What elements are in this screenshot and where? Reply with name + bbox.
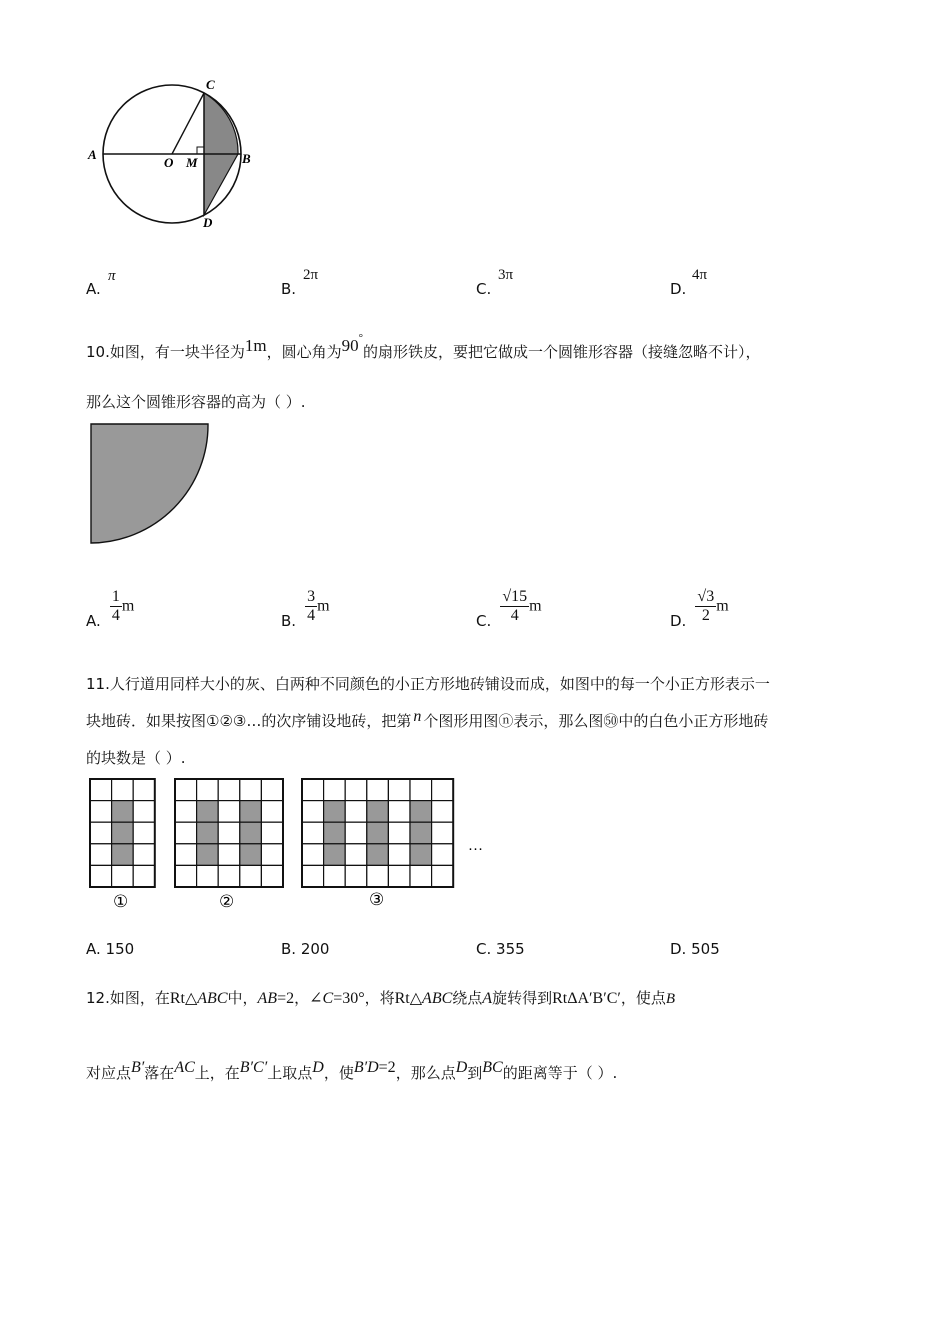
- gray-tile: [197, 801, 219, 823]
- gray-tile: [197, 844, 219, 866]
- white-tile: [345, 822, 367, 844]
- q11-text-a: 块地砖．如果按图①②③…的次序铺设地砖，把第: [86, 712, 412, 730]
- white-tile: [388, 865, 410, 887]
- white-tile: [90, 801, 112, 823]
- q12-text: 落在: [144, 1064, 175, 1082]
- white-tile: [175, 822, 197, 844]
- gray-tile: [367, 844, 389, 866]
- white-tile: [133, 801, 155, 823]
- q11-question-line3: 的块数是（ ）.: [86, 749, 186, 767]
- option-letter: D.: [670, 611, 687, 630]
- q9-right-angle-mark: [197, 147, 204, 154]
- q11-option-c: [476, 940, 525, 958]
- option-letter: A.: [86, 611, 101, 630]
- option-letter: C.: [476, 940, 492, 958]
- q10-option-c-num: √15: [502, 588, 528, 605]
- white-tile: [175, 779, 197, 801]
- q10-sector-figure: [88, 422, 214, 548]
- q12-text: 旋转得到: [492, 989, 553, 1007]
- q12-math: ∠C: [309, 990, 334, 1007]
- white-tile: [90, 779, 112, 801]
- q12-math: D: [455, 1059, 468, 1076]
- q12-math: B′C′: [239, 1059, 268, 1076]
- q11-option-a: [86, 940, 134, 958]
- white-tile: [240, 779, 262, 801]
- white-tile: [345, 865, 367, 887]
- q12-math: B′: [131, 1059, 145, 1076]
- q9-circle-figure: [80, 75, 270, 235]
- white-tile: [345, 801, 367, 823]
- option-value: 505: [691, 940, 720, 958]
- q12-question-line2: [86, 1059, 618, 1083]
- white-tile: [388, 822, 410, 844]
- q9-label-m: M: [186, 155, 198, 170]
- white-tile: [218, 844, 240, 866]
- white-tile: [388, 779, 410, 801]
- gray-tile: [410, 844, 432, 866]
- q11-ellipsis: …: [468, 838, 483, 854]
- white-tile: [133, 779, 155, 801]
- q10-option-b-den: 4: [307, 606, 316, 624]
- white-tile: [197, 865, 219, 887]
- q9-option-c-value: 3π: [498, 267, 514, 283]
- q11-option-b: [281, 940, 329, 958]
- gray-tile: [112, 844, 134, 866]
- q11-option-d: [670, 940, 720, 958]
- q9-option-c: [476, 280, 491, 298]
- q10-question-line1: [86, 332, 761, 362]
- q12-math: D: [312, 1059, 324, 1076]
- q10-option-d-den: 2: [701, 606, 710, 624]
- white-tile: [218, 801, 240, 823]
- q10-radius: 1m: [244, 336, 267, 355]
- white-tile: [218, 822, 240, 844]
- option-value: 150: [105, 940, 135, 958]
- white-tile: [432, 822, 454, 844]
- white-tile: [388, 844, 410, 866]
- gray-tile: [240, 844, 262, 866]
- option-value: 355: [496, 940, 525, 958]
- white-tile: [175, 865, 197, 887]
- q9-option-b: [281, 280, 296, 298]
- option-letter: A.: [86, 940, 101, 958]
- q9-label-o: O: [164, 155, 174, 170]
- q9-label-a: A: [88, 147, 97, 162]
- white-tile: [261, 801, 283, 823]
- white-tile: [432, 844, 454, 866]
- gray-tile: [367, 822, 389, 844]
- q9-option-d-value: 4π: [692, 267, 708, 283]
- q9-label-d: D: [203, 215, 213, 230]
- white-tile: [302, 865, 324, 887]
- option-letter: A.: [86, 280, 101, 298]
- q10-option-a-num: 1: [111, 588, 120, 605]
- white-tile: [197, 779, 219, 801]
- q11-figure-label-1: ①: [113, 892, 129, 911]
- q10-option-c-unit: m: [529, 597, 542, 615]
- q11-text-b: 个图形用图ⓝ表示，那么图㊿中的白色小正方形地砖: [423, 712, 769, 730]
- white-tile: [324, 865, 346, 887]
- q11-figure-2: [175, 779, 283, 887]
- q12-math: BC: [482, 1059, 503, 1076]
- q11-question-line1: 11.人行道用同样大小的灰、白两种不同颜色的小正方形地砖铺设而成，如图中的每一个小正方形表示一: [86, 675, 770, 693]
- gray-tile: [410, 801, 432, 823]
- white-tile: [261, 844, 283, 866]
- gray-tile: [324, 822, 346, 844]
- q10-option-d-num: √3: [697, 588, 715, 605]
- q12-math: AC: [174, 1059, 195, 1076]
- white-tile: [90, 865, 112, 887]
- q10-option-a-den: 4: [111, 606, 120, 624]
- q9-label-c: C: [206, 77, 215, 92]
- q10-option-a-unit: m: [121, 597, 135, 615]
- gray-tile: [240, 822, 262, 844]
- q10-option-b-num: 3: [307, 588, 316, 605]
- q11-figure-3: [302, 779, 453, 887]
- q12-math: B: [665, 991, 676, 1007]
- white-tile: [218, 779, 240, 801]
- q11-figure-label-3: ③: [369, 890, 385, 909]
- white-tile: [432, 779, 454, 801]
- q12-text: ，: [294, 989, 310, 1007]
- q10-option-d: [670, 588, 729, 630]
- white-tile: [112, 779, 134, 801]
- q12-text: 12.如图，在: [86, 989, 170, 1007]
- q12-text: 绕点: [452, 989, 483, 1007]
- q11-figure-1: [90, 779, 155, 887]
- q9-option-d: [670, 280, 686, 298]
- white-tile: [410, 865, 432, 887]
- q12-text: 中，: [227, 989, 258, 1007]
- q12-math: Rt△: [169, 990, 198, 1007]
- q12-question-line1: [86, 987, 675, 1008]
- q9-option-a: [86, 280, 101, 298]
- white-tile: [261, 865, 283, 887]
- white-tile: [388, 801, 410, 823]
- white-tile: [240, 865, 262, 887]
- option-letter: D.: [670, 280, 687, 298]
- q10-question-line2: 那么这个圆锥形容器的高为（ ）.: [86, 393, 306, 411]
- white-tile: [410, 779, 432, 801]
- q10-angle: 90: [341, 336, 359, 355]
- q10-option-c: [476, 588, 542, 630]
- q10-text-c: 的扇形铁皮，要把它做成一个圆锥形容器（接缝忽略不计），: [363, 343, 761, 361]
- option-value: 200: [300, 940, 330, 958]
- q10-option-b-unit: m: [317, 597, 330, 615]
- q12-text: 上取点: [267, 1064, 313, 1082]
- white-tile: [302, 801, 324, 823]
- q12-math: ABC: [197, 990, 228, 1007]
- gray-tile: [240, 801, 262, 823]
- white-tile: [175, 801, 197, 823]
- white-tile: [175, 844, 197, 866]
- gray-tile: [112, 801, 134, 823]
- white-tile: [90, 844, 112, 866]
- white-tile: [133, 844, 155, 866]
- q11-figure-label-2: ②: [219, 892, 235, 911]
- white-tile: [112, 865, 134, 887]
- white-tile: [367, 865, 389, 887]
- q12-math: =2: [277, 990, 295, 1007]
- white-tile: [261, 822, 283, 844]
- gray-tile: [324, 801, 346, 823]
- q12-text: 的距离等于（ ）.: [502, 1064, 618, 1082]
- white-tile: [367, 779, 389, 801]
- option-letter: B.: [281, 280, 297, 298]
- white-tile: [261, 779, 283, 801]
- q12-text: ，将: [364, 989, 395, 1007]
- q12-math: =30°: [333, 990, 365, 1007]
- gray-tile: [410, 822, 432, 844]
- white-tile: [218, 865, 240, 887]
- gray-tile: [112, 822, 134, 844]
- q12-math: Rt△: [394, 990, 423, 1007]
- q12-math: AB: [257, 990, 278, 1007]
- q12-math: ABC: [422, 990, 453, 1007]
- q12-text: 上，在: [194, 1064, 240, 1082]
- white-tile: [345, 844, 367, 866]
- q11-n: n: [413, 708, 422, 725]
- white-tile: [302, 779, 324, 801]
- option-letter: B.: [281, 611, 297, 630]
- white-tile: [133, 865, 155, 887]
- q10-option-a: [86, 588, 135, 630]
- q12-text: 到: [467, 1064, 483, 1082]
- q10-option-c-den: 4: [510, 606, 519, 624]
- q12-text: ，使: [323, 1064, 354, 1082]
- q10-option-b: [281, 588, 330, 630]
- white-tile: [432, 801, 454, 823]
- gray-tile: [324, 844, 346, 866]
- q9-option-a-value: π: [108, 268, 116, 284]
- q12-math: RtΔA′B′C′: [552, 990, 621, 1007]
- q10-text-a: 10.如图，有一块半径为: [86, 343, 245, 361]
- white-tile: [432, 865, 454, 887]
- q10-text-b: ，圆心角为: [266, 343, 342, 361]
- q11-question-line2: [86, 710, 768, 731]
- white-tile: [324, 779, 346, 801]
- q12-math: A: [482, 990, 493, 1007]
- white-tile: [302, 844, 324, 866]
- white-tile: [90, 822, 112, 844]
- q9-option-b-value: 2π: [303, 267, 319, 283]
- white-tile: [345, 779, 367, 801]
- q12-text: 对应点: [86, 1064, 132, 1082]
- gray-tile: [197, 822, 219, 844]
- q10-option-d-unit: m: [716, 597, 729, 615]
- option-letter: B.: [281, 940, 297, 958]
- q10-sector: [91, 424, 208, 543]
- white-tile: [302, 822, 324, 844]
- q9-label-b: B: [242, 151, 251, 166]
- q11-tile-figures: [86, 776, 496, 916]
- option-letter: D.: [670, 940, 687, 958]
- option-letter: C.: [476, 280, 492, 298]
- q12-math: B′D: [353, 1059, 379, 1076]
- q12-text: ，那么点: [395, 1064, 456, 1082]
- q10-angle-unit: °: [358, 332, 364, 344]
- q12-text: ，使点: [620, 989, 666, 1007]
- option-letter: C.: [476, 611, 492, 630]
- gray-tile: [367, 801, 389, 823]
- q9-radius-oc: [172, 93, 204, 154]
- white-tile: [133, 822, 155, 844]
- q12-math: =2: [378, 1059, 396, 1076]
